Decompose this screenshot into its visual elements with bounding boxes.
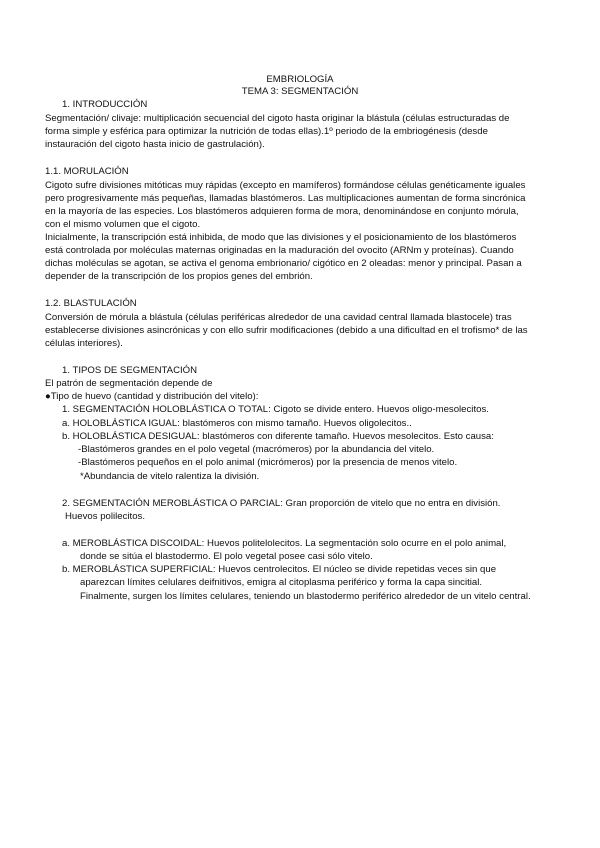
blastulacion-line-2: establecerse divisiones asincrónicas y con ello sufrir modificaciones (debido a una dificultad en el trofismo* de las xyxy=(45,325,528,336)
blastulacion-line-1: Conversión de mórula a blástula (células periféricas alrededor de una cavidad central llamada blastocele) tras xyxy=(45,312,512,323)
document-title: EMBRIOLOGÍA xyxy=(266,74,334,85)
item-superficial-line-2: aparezcan límites celulares deifnitivos, emigra al citoplasma periférico y forma la capa sincitial. xyxy=(80,577,483,588)
item-meroblastica-line-2: Huevos polilecitos. xyxy=(65,511,145,522)
intro-line-1: Segmentación/ clivaje: multiplicación secuencial del cigoto hasta originar la blástula (células estructuradas de xyxy=(45,113,510,124)
morulacion-line-7: dichas moléculas se agotan, se activa el genoma embrionario/ cigótico en 2 oleadas: menor y principal. Pasan a xyxy=(45,258,522,269)
morulacion-line-1: Cigoto sufre divisiones mitóticas muy rápidas (excepto en mamíferos) formándose células genéticamente iguales xyxy=(45,180,526,191)
item-meroblastica-line-1: 2. SEGMENTACIÓN MEROBLÁSTICA O PARCIAL: Gran proporción de vitelo que no entra en división. xyxy=(62,498,501,509)
heading-tipos: 1. TIPOS DE SEGMENTACIÓN xyxy=(62,365,198,376)
intro-line-2: forma simple y esférica para optimizar la nutrición de todas ellas).1º periodo de la embriogénesis (desde xyxy=(45,126,488,137)
morulacion-line-3: en la mayoría de las especies. Los blastómeros adquieren forma de mora, denominándose en conjunto mórula, xyxy=(45,206,519,217)
morulacion-line-6: está controlada por moléculas maternas originadas en la maduración del ovocito (ARNm y proteínas). Cuando xyxy=(45,245,514,256)
subitem-micromeros: -Blastómeros pequeños en el polo animal (micrómeros) por la presencia de menos vitelo. xyxy=(78,457,458,468)
morulacion-line-8: depender de la transcripción de los propios genes del embrión. xyxy=(45,271,313,282)
item-discoidal-line-1: a. MEROBLÁSTICA DISCOIDAL: Huevos politelolecitos. La segmentación solo ocurre en el polo animal, xyxy=(62,538,507,549)
item-holoblastica-desigual: b. HOLOBLÁSTICA DESIGUAL: blastómeros con diferente tamaño. Huevos mesolecitos. Esto causa: xyxy=(62,431,494,442)
heading-morulacion: 1.1. MORULACIÓN xyxy=(45,166,129,177)
intro-line-3: instauración del cigoto hasta inicio de gastrulación). xyxy=(45,139,265,150)
heading-blastulacion: 1.2. BLASTULACIÓN xyxy=(45,298,137,309)
item-superficial-line-3: Finalmente, surgen los límites celulares, teniendo un blastodermo periférico alrededor de un vitelo central. xyxy=(80,591,531,602)
subitem-macromeros: -Blastómeros grandes en el polo vegetal (macrómeros) por la abundancia del vitelo. xyxy=(78,444,435,455)
tipos-bullet: ●Tipo de huevo (cantidad y distribución del vitelo): xyxy=(45,391,259,402)
heading-introduccion: 1. INTRODUCCIÓN xyxy=(62,99,148,110)
item-superficial-line-1: b. MEROBLÁSTICA SUPERFICIAL: Huevos centrolecitos. El núcleo se divide repetidas veces sin que xyxy=(62,564,497,575)
item-holoblastica: 1. SEGMENTACIÓN HOLOBLÁSTICA O TOTAL: Cigoto se divide entero. Huevos oligo-mesolecitos. xyxy=(62,404,489,415)
tipos-intro: El patrón de segmentación depende de xyxy=(45,378,213,389)
morulacion-line-2: pero progresivamente más pequeñas, llamadas blastómeros. Las multiplicaciones aumentan de forma sincrónica xyxy=(45,193,526,204)
document-subtitle: TEMA 3: SEGMENTACIÓN xyxy=(241,86,359,97)
morulacion-line-5: Inicialmente, la transcripción está inhibida, de modo que las divisiones y el posicionamiento de los blastómeros xyxy=(45,232,517,243)
item-discoidal-line-2: donde se sitúa el blastodermo. El polo vegetal posee casi sólo vitelo. xyxy=(80,551,373,562)
morulacion-line-4: con el mismo volumen que el cigoto. xyxy=(45,219,201,230)
item-holoblastica-igual: a. HOLOBLÁSTICA IGUAL: blastómeros con mismo tamaño. Huevos oligolecitos.. xyxy=(62,418,412,429)
blastulacion-line-3: células interiores). xyxy=(45,338,123,349)
note-vitelo: *Abundancia de vitelo ralentiza la división. xyxy=(80,471,260,482)
